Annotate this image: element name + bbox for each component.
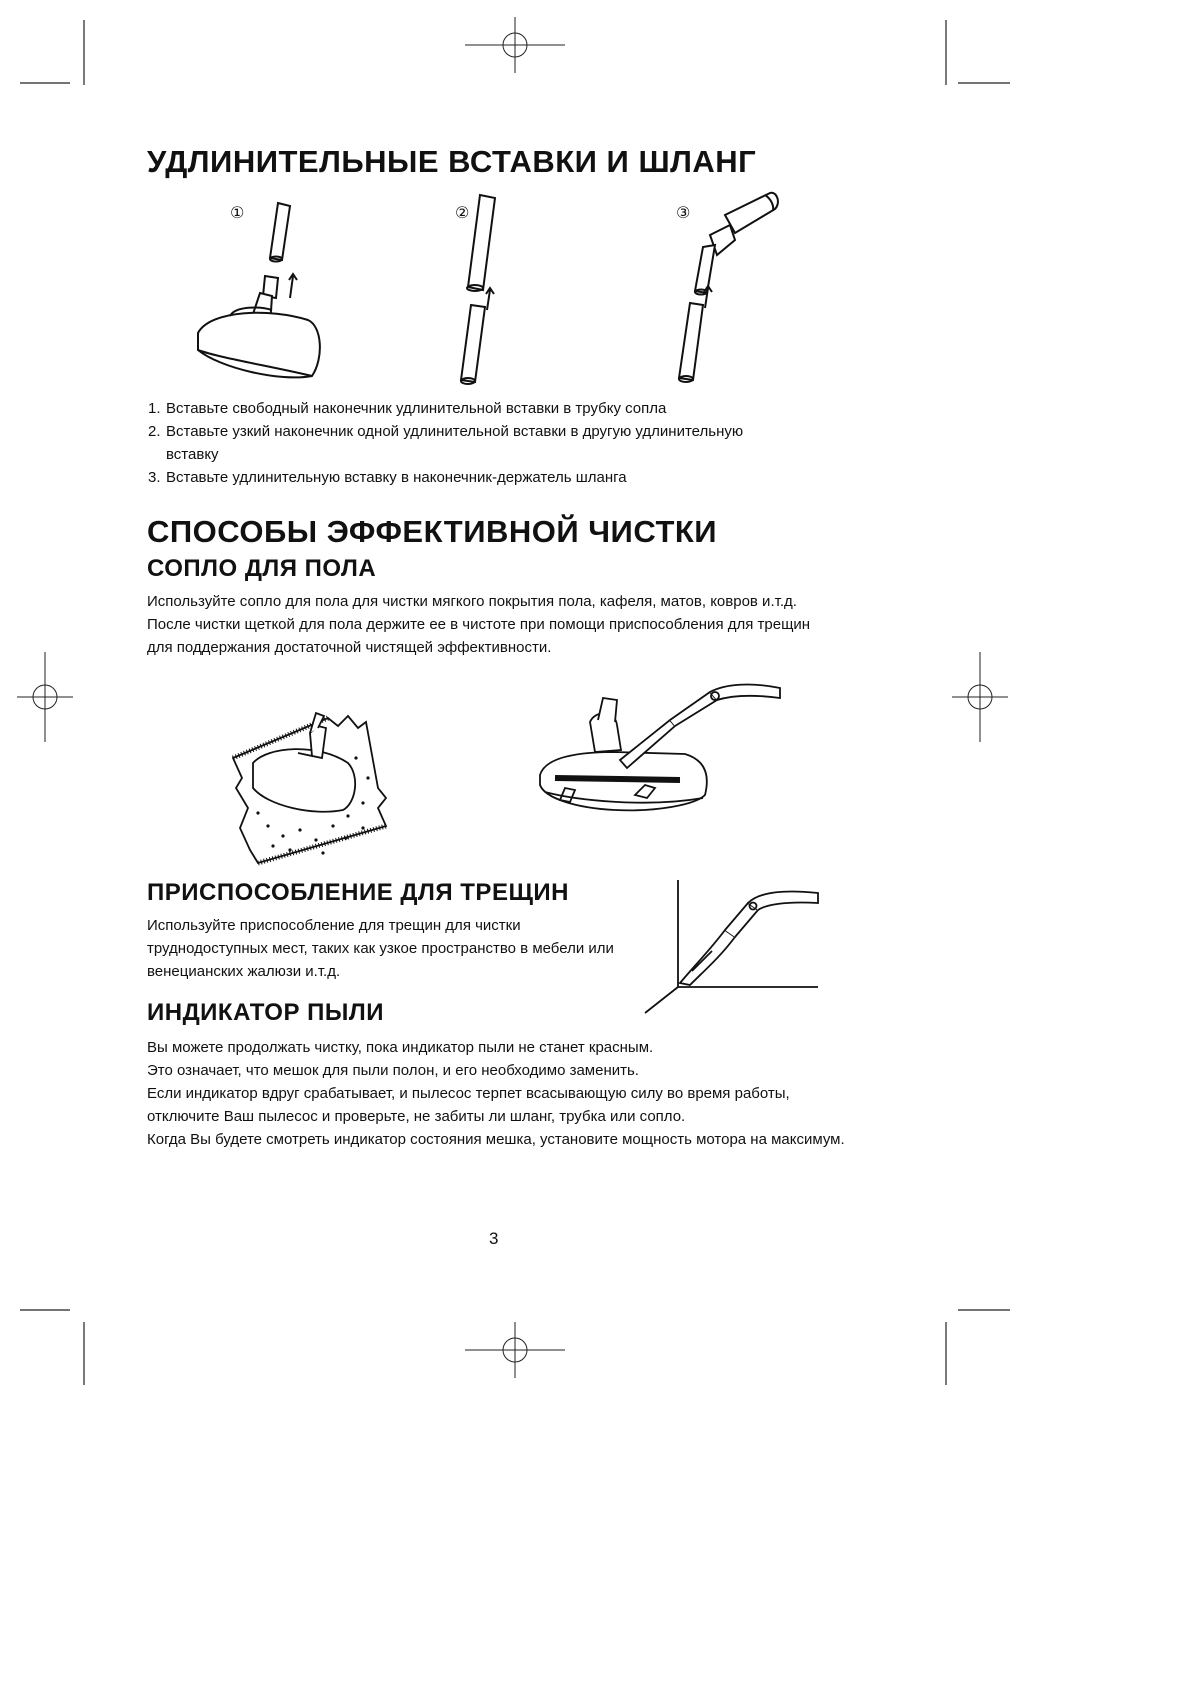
extension-steps-list [148, 397, 788, 489]
crevice-tool-title: ПРИСПОСОБЛЕНИЕ ДЛЯ ТРЕЩИН [147, 879, 569, 906]
step-number: 2. [148, 423, 161, 440]
step-label-1: ① [230, 203, 245, 222]
dust-indicator-title: ИНДИКАТОР ПЫЛИ [147, 999, 384, 1026]
figure-nozzle-insert [190, 198, 325, 388]
page-number: 3 [489, 1229, 499, 1248]
step-item [148, 466, 788, 489]
figure-brush-cleaning [535, 680, 785, 840]
registration-target-left [17, 652, 73, 742]
step-text: Вставьте свободный наконечник удлинительной вставки в трубку сопла [166, 400, 667, 417]
dust-indicator-line: Вы можете продолжать чистку, пока индикатор пыли не станет красным. [147, 1039, 654, 1056]
dust-indicator-line: Если индикатор вдруг срабатывает, и пылесос терпет всасывающую силу во время работы, отключите Ваш пылесос и проверьте, не забиты ли шланг, трубка или сопло. [147, 1085, 790, 1125]
registration-target-top [465, 17, 565, 73]
figure-crevice-corner [640, 875, 820, 1015]
registration-target-right [952, 652, 1008, 742]
crevice-tool-text: Используйте приспособление для трещин для чистки труднодоступных мест, таких как узкое пространство в мебели или венецианских жалюзи и.т.д. [147, 917, 614, 980]
dust-indicator-line: Когда Вы будете смотреть индикатор состояния мешка, установите мощность мотора на максимум. [147, 1131, 845, 1148]
figure-hose-connect [655, 185, 785, 390]
step-label-3: ③ [676, 203, 691, 222]
figure-nozzle-on-carpet [228, 708, 398, 873]
dust-indicator-line: Это означает, что мешок для пыли полон, и его необходимо заменить. [147, 1062, 639, 1079]
step-number: 1. [148, 400, 161, 417]
step-label-2: ② [455, 203, 470, 222]
step-item [148, 397, 788, 420]
step-text: Вставьте узкий наконечник одной удлинительной вставки в другую удлинительную вставку [166, 423, 744, 463]
cleaning-section-title: СПОСОБЫ ЭФФЕКТИВНОЙ ЧИСТКИ [147, 514, 718, 549]
step-text: Вставьте удлинительную вставку в наконечник-держатель шланга [166, 469, 627, 486]
floor-nozzle-text: Используйте сопло для пола для чистки мягкого покрытия пола, кафеля, матов, ковров и.т.д. После чистки щеткой для пола держите ее в чистоте при помощи приспособления для трещин для поддержания достаточной чистящей эффективности. [147, 593, 811, 656]
step-number: 3. [148, 469, 161, 486]
dust-indicator-text [147, 1036, 847, 1151]
extension-section-title: УДЛИНИТЕЛЬНЫЕ ВСТАВКИ И ШЛАНГ [147, 144, 757, 179]
figure-tube-connect [445, 190, 515, 390]
floor-nozzle-title: СОПЛО ДЛЯ ПОЛА [147, 555, 377, 582]
registration-target-bottom [465, 1322, 565, 1378]
step-item [148, 420, 788, 466]
